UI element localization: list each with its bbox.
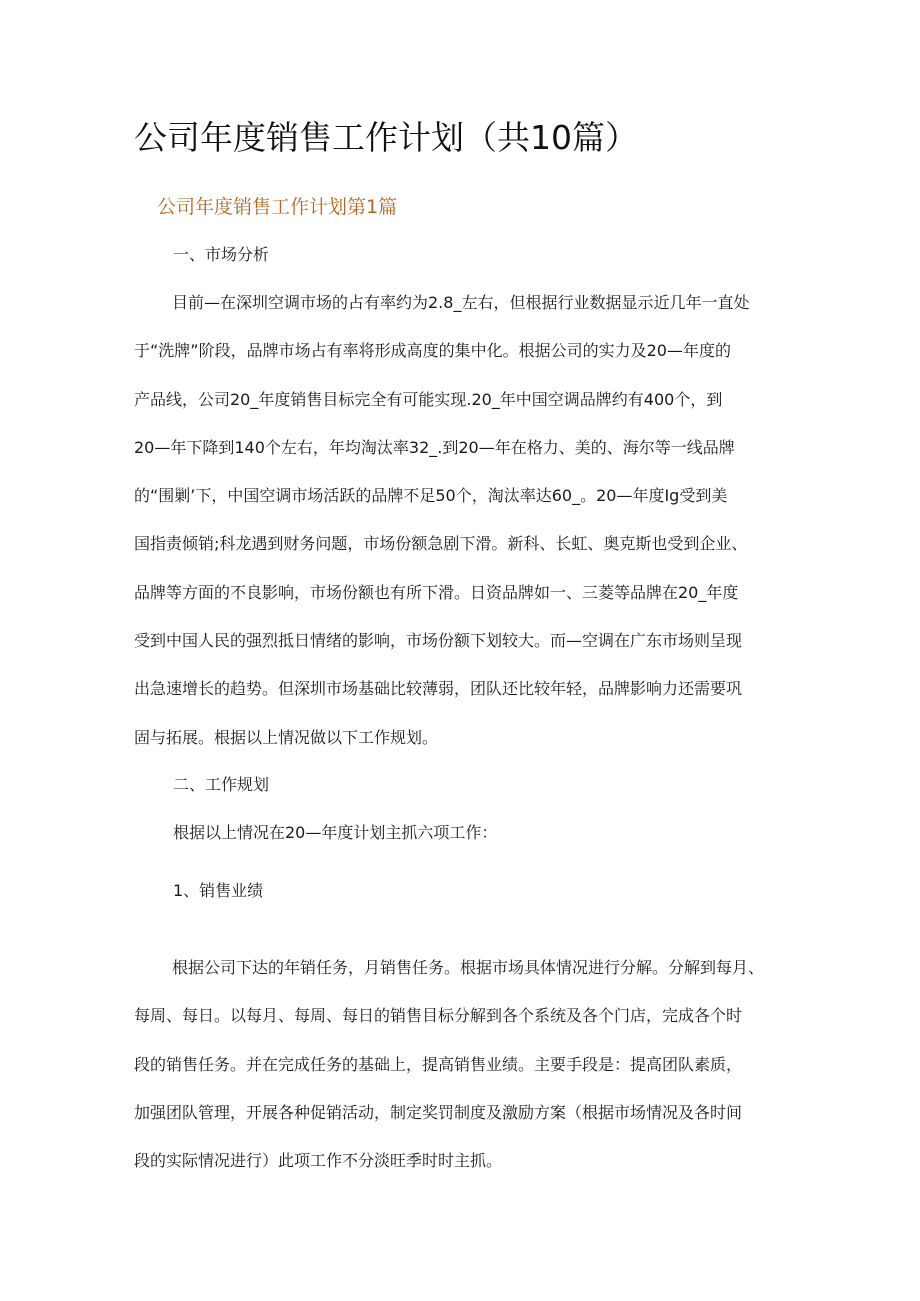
paragraph-market-analysis bbox=[134, 290, 794, 773]
paragraph-line: 于“洗牌”阶段，品牌市场占有率将形成高度的集中化。根据公司的实力及20—年度的 bbox=[134, 341, 731, 361]
paragraph-line: 产品线，公司20_年度销售目标完全有可能实现.20_年中国空调品牌约有400个，到 bbox=[134, 389, 723, 409]
document-title: 公司年度销售工作计划（共10篇） bbox=[134, 118, 638, 157]
section-title: 公司年度销售工作计划第1篇 bbox=[157, 196, 398, 218]
heading-work-plan: 二、工作规划 bbox=[173, 775, 270, 794]
paragraph-line: 的“围剿’下，中国空调市场活跃的品牌不足50个，淘汰率达60_。20—年度Ig受到美 bbox=[134, 486, 728, 506]
paragraph-line: 加强团队管理，开展各种促销活动，制定奖罚制度及激励方案（根据市场情况及各时间 bbox=[134, 1102, 743, 1122]
paragraph-line: 目前—在深圳空调市场的占有率约为2.8_左右，但根据行业数据显示近几年一直处 bbox=[172, 293, 750, 312]
work-plan-intro: 根据以上情况在20—年度计划主抓六项工作： bbox=[173, 823, 498, 842]
paragraph-sales-performance bbox=[134, 955, 794, 1196]
paragraph-line: 段的销售任务。并在完成任务的基础上，提高销售业绩。主要手段是：提高团队素质， bbox=[134, 1054, 743, 1074]
heading-market-analysis: 一、市场分析 bbox=[173, 245, 270, 264]
paragraph-line: 20—年下降到140个左右，年均淘汰率32_.到20—年在格力、美的、海尔等一线品牌 bbox=[134, 437, 735, 457]
paragraph-line: 固与拓展。根据以上情况做以下工作规划。 bbox=[134, 727, 439, 747]
paragraph-line: 根据公司下达的年销任务，月销售任务。根据市场具体情况进行分解。分解到每月、 bbox=[172, 958, 765, 977]
paragraph-line: 国指责倾销;科龙遇到财务问题，市场份额急剧下滑。新科、长虹、奥克斯也受到企业、 bbox=[134, 534, 748, 554]
paragraph-line: 段的实际情况进行）此项工作不分淡旺季时时主抓。 bbox=[134, 1151, 503, 1171]
paragraph-line: 受到中国人民的强烈抵日情绪的影响，市场份额下划较大。而—空调在广东市场则呈现 bbox=[134, 631, 743, 651]
paragraph-line: 出急速增长的趋势。但深圳市场基础比较薄弱，团队还比较年轻，品牌影响力还需要巩 bbox=[134, 679, 743, 699]
paragraph-line: 品牌等方面的不良影响，市场份额也有所下滑。日资品牌如一、三菱等品牌在20_年度 bbox=[134, 582, 739, 602]
heading-sales-performance: 1、销售业绩 bbox=[173, 881, 264, 900]
paragraph-line: 每周、每日。以每月、每周、每日的销售目标分解到各个系统及各个门店，完成各个时 bbox=[134, 1006, 743, 1026]
